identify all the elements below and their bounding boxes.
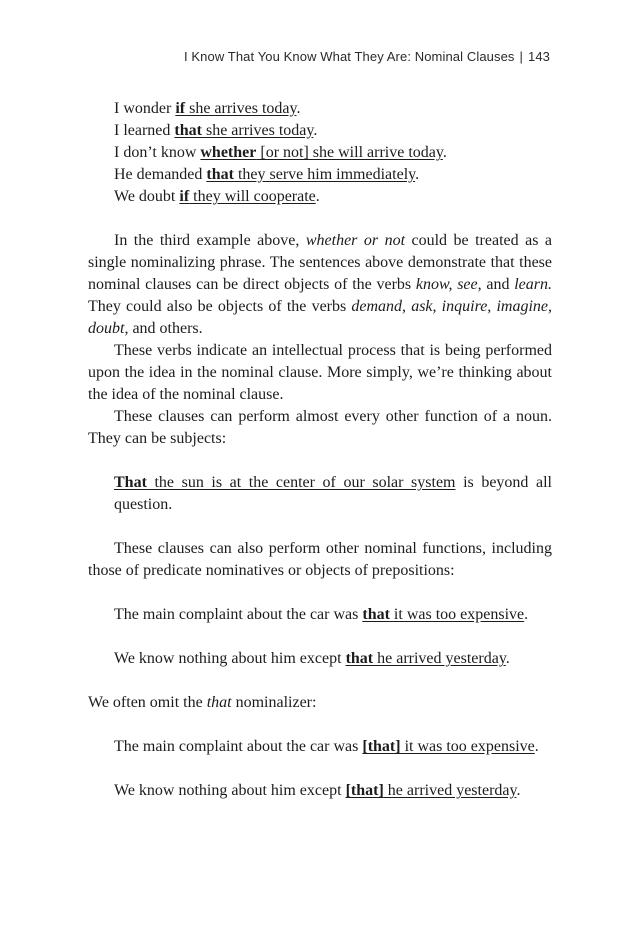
chapter-title: I Know That You Know What They Are: Nominal Clauses	[183, 49, 515, 64]
nominalizer: That	[114, 474, 147, 491]
nominalizer: that	[174, 122, 202, 139]
paragraph: We often omit the that nominalizer:	[88, 694, 317, 711]
example-line: I wonder if she arrives today.	[114, 100, 301, 117]
nominalizer: [that]	[362, 738, 401, 755]
page-number: 143	[528, 49, 550, 64]
nominalizer: if	[175, 100, 186, 117]
example-line: I don’t know whether [or not] she will arrive today.	[114, 144, 447, 161]
nominalizer: that	[206, 166, 234, 183]
example-line: I learned that she arrives today.	[114, 122, 318, 139]
paragraph: In the third example above, whether or not could be treated as a single nominalizing phrase. The sentences above demonstrate that these nominal clauses can be direct objects of the verbs know, see, and learn. They could also be objects of the verbs demand, ask, inquire, imagine, doubt, and others.	[88, 232, 553, 337]
omitted-nominalizer-example: The main complaint about the car was [that] it was too expensive.	[114, 738, 539, 755]
nominalizer: [that]	[345, 782, 384, 799]
nominalizer: if	[179, 188, 190, 205]
example-line: We doubt if they will cooperate.	[114, 188, 320, 205]
running-header	[184, 49, 550, 64]
object-examples	[88, 98, 552, 208]
subject-example: That the sun is at the center of our solar system is beyond all question.	[114, 474, 552, 513]
paragraph: These verbs indicate an intellectual process that is being performed upon the idea in the nominal clause. More simply, we’re thinking about the idea of the nominal clause.	[88, 342, 552, 403]
nominalizer: that	[362, 606, 390, 623]
omitted-nominalizer-example: We know nothing about him except [that] he arrived yesterday.	[114, 782, 521, 799]
nominalizer: that	[345, 650, 374, 667]
paragraph: These clauses can perform almost every other function of a noun. They can be subjects:	[88, 408, 552, 447]
header-separator: |	[519, 49, 523, 64]
nominalizer: whether	[200, 144, 257, 161]
predicate-nominative-example: The main complaint about the car was that it was too expensive.	[114, 606, 529, 623]
page-body	[88, 98, 552, 802]
example-line: He demanded that they serve him immediately.	[114, 166, 420, 183]
object-of-preposition-example: We know nothing about him except that he arrived yesterday.	[114, 650, 510, 667]
paragraph: These clauses can also perform other nominal functions, including those of predicate nominatives or objects of prepositions:	[88, 540, 552, 579]
